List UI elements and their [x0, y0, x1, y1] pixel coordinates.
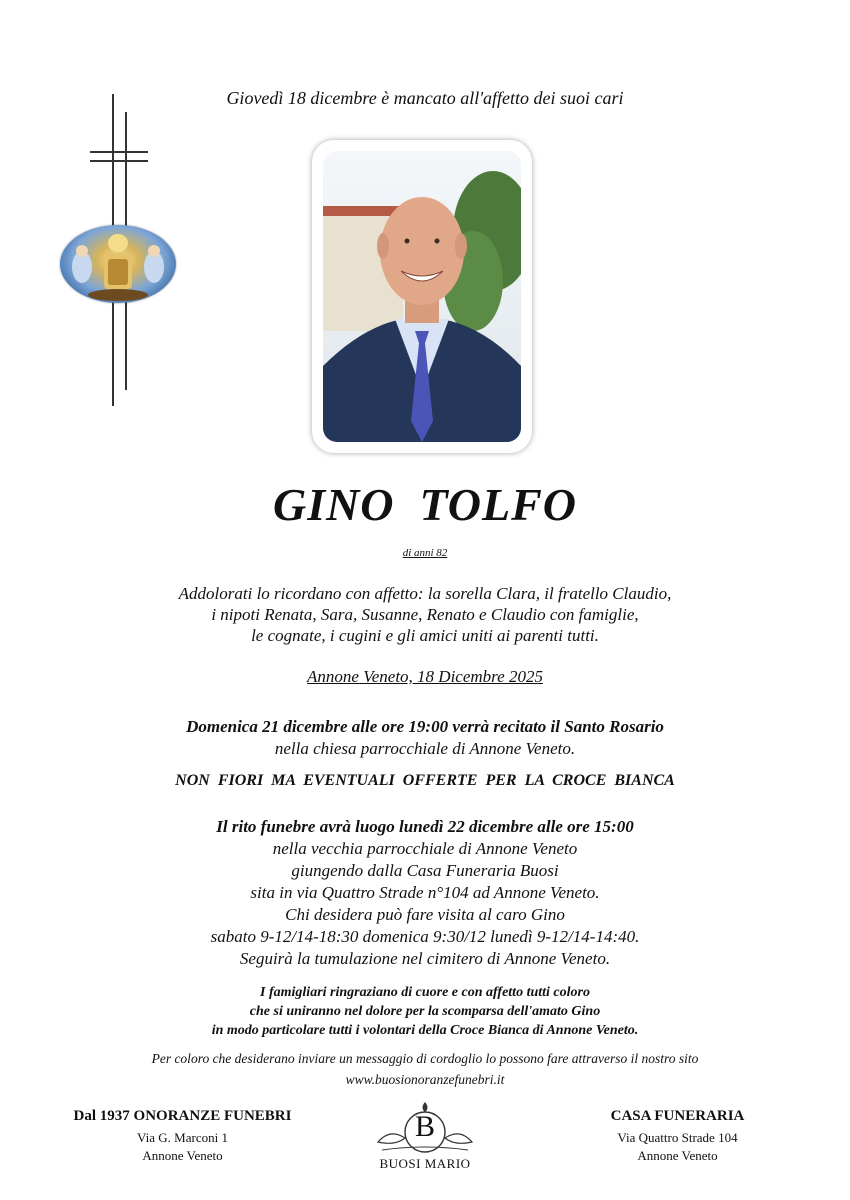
- mourners-line: le cognate, i cugini e gli amici uniti ai parenti tutti.: [251, 626, 599, 645]
- rosary-detail: nella chiesa parrocchiale di Annone Veneto.: [274, 739, 576, 758]
- no-flowers-notice: NON FIORI MA EVENTUALI OFFERTE PER LA CROCE BIANCA: [175, 772, 675, 789]
- footer-left-title: Dal 1937 ONORANZE FUNEBRI: [73, 1108, 292, 1124]
- funeral-title: Il rito funebre avrà luogo lunedì 22 dicembre alle ore 15:00: [216, 817, 634, 836]
- funeral-line: nella vecchia parrocchiale di Annone Veneto: [272, 839, 578, 858]
- condolence-text: Per coloro che desiderano inviare un messaggio di cordoglio lo possono fare attraverso il nostro sito: [151, 1051, 699, 1066]
- funeral-line: sabato 9-12/14-18:30 domenica 9:30/12 lunedì 9-12/14-14:40.: [210, 927, 640, 946]
- logo-name: BUOSI MARIO: [379, 1156, 471, 1171]
- buosi-logo: [370, 1098, 480, 1180]
- condolence-site[interactable]: www.buosionoranzefunebri.it: [345, 1072, 505, 1087]
- footer-left-city: Annone Veneto: [142, 1148, 223, 1163]
- funeral-line: giungendo dalla Casa Funeraria Buosi: [291, 861, 559, 880]
- funeral-section: [0, 816, 850, 970]
- footer-right: [560, 1108, 795, 1165]
- funeral-line: Seguirà la tumulazione nel cimitero di Annone Veneto.: [239, 949, 611, 968]
- mourners-line: Addolorati lo ricordano con affetto: la sorella Clara, il fratello Claudio,: [178, 584, 672, 603]
- thanks-section: [0, 983, 850, 1040]
- funeral-line: Chi desidera può fare visita al caro Gino: [285, 905, 565, 924]
- deceased-age: di anni 82: [402, 547, 448, 559]
- portrait-photo: [323, 151, 521, 442]
- footer-right-city: Annone Veneto: [637, 1148, 718, 1163]
- thanks-line: I famigliari ringraziano di cuore e con affetto tutti coloro: [260, 985, 590, 1000]
- thanks-line: che si uniranno nel dolore per la scomparsa dell'amato Gino: [249, 1004, 601, 1019]
- madonna-image: [60, 225, 176, 303]
- photo-frame: [312, 140, 532, 453]
- footer-right-title: CASA FUNERARIA: [610, 1108, 745, 1124]
- rosary-section: [0, 716, 850, 760]
- footer-left: [50, 1108, 315, 1165]
- funeral-line: sita in via Quattro Strade n°104 ad Annone Veneto.: [250, 883, 600, 902]
- mourners-line: i nipoti Renata, Sara, Susanne, Renato e Claudio con famiglie,: [211, 605, 639, 624]
- rosary-title: Domenica 21 dicembre alle ore 19:00 verrà recitato il Santo Rosario: [186, 717, 664, 736]
- intro-text: Giovedì 18 dicembre è mancato all'affetto dei suoi cari: [226, 88, 624, 108]
- condolence-section: [0, 1048, 850, 1090]
- thanks-line: in modo particolare tutti i volontari della Croce Bianca di Annone Veneto.: [211, 1023, 639, 1038]
- footer-right-address: Via Quattro Strade 104: [617, 1130, 738, 1145]
- footer-left-address: Via G. Marconi 1: [137, 1130, 228, 1145]
- place-date: Annone Veneto, 18 Dicembre 2025: [307, 667, 543, 686]
- mourners-text: [0, 583, 850, 646]
- deceased-name: GINO TOLFO: [272, 479, 578, 530]
- logo-letter: B: [414, 1110, 435, 1143]
